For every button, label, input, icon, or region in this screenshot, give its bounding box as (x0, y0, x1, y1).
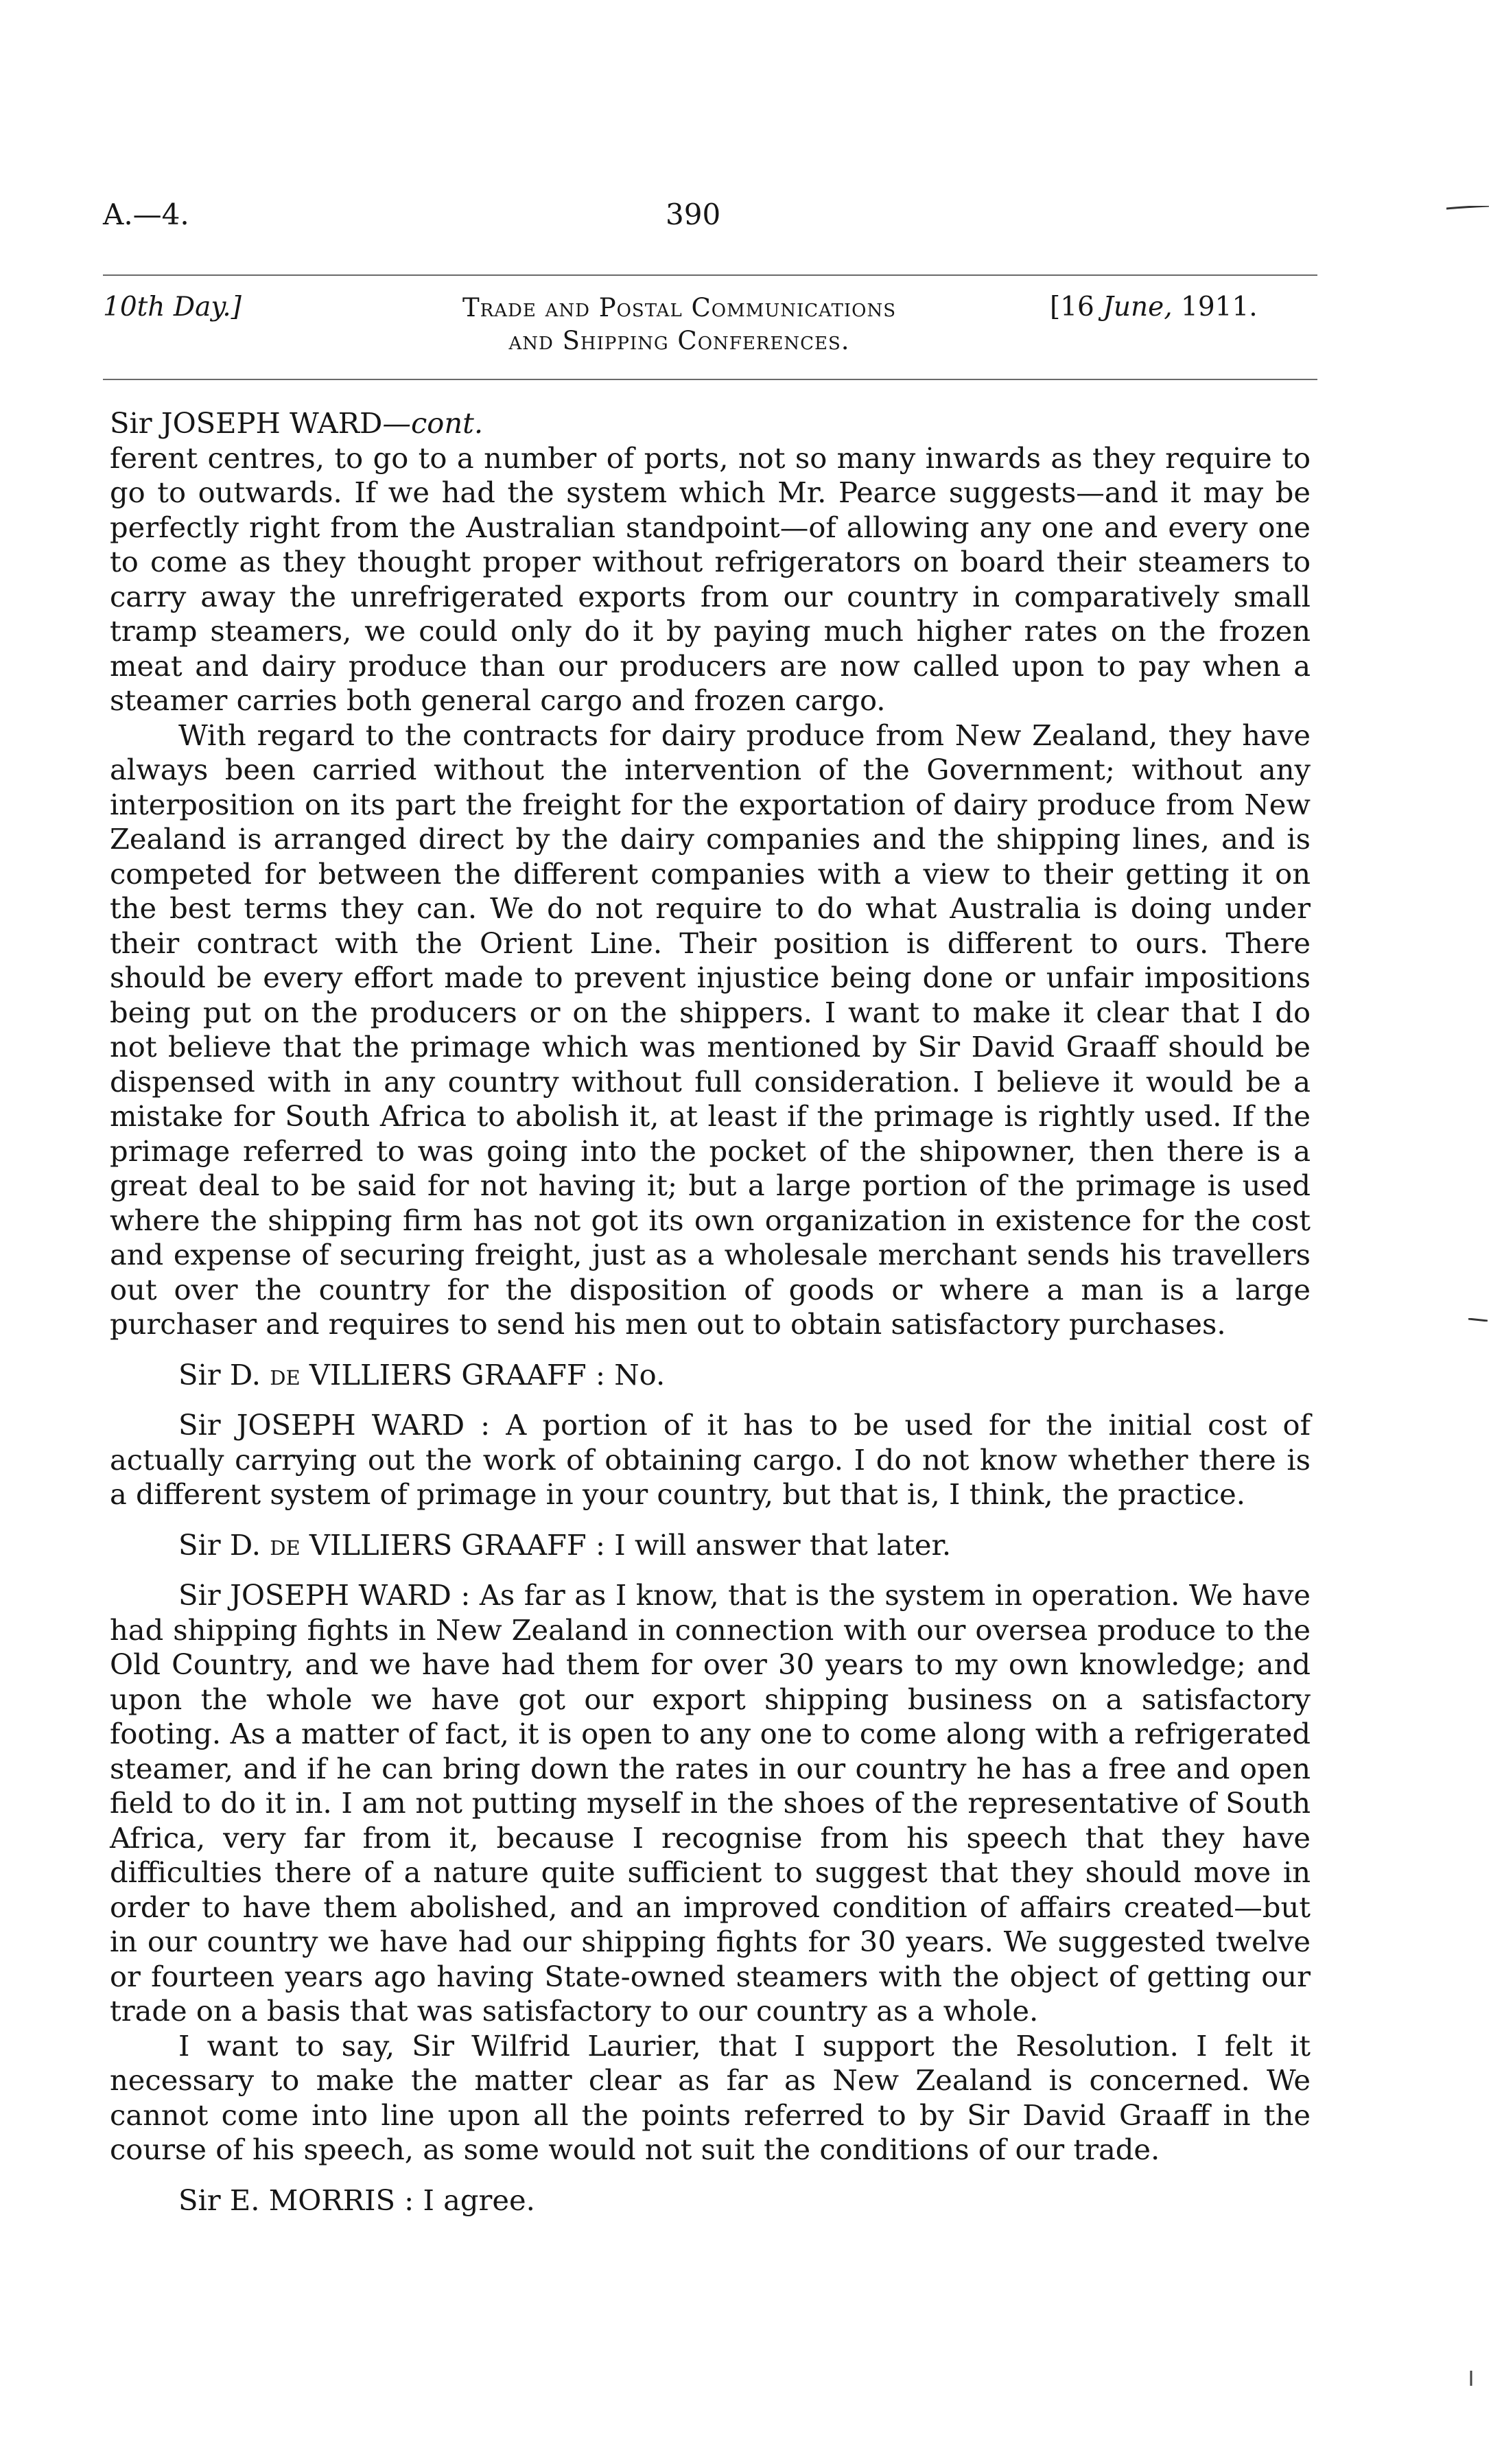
header-rule-top (103, 274, 1317, 276)
series-label: A.—4. (103, 198, 189, 231)
paragraph-3 (110, 1358, 1311, 1393)
paragraph-7: I want to say, Sir Wilfrid Laurier, that I support the Resolution. I felt it necessary to make the matter clear as far as New Zealand is concerned. We cannot come into line upon all the points referred to by Sir David Graaff in the course of his speech, as some would not suit the conditions of our trade. (110, 2028, 1311, 2166)
speech-text: No. (614, 1357, 666, 1392)
margin-mark-bottom-right (1468, 2371, 1474, 2386)
speech-text: I agree. (423, 2183, 535, 2217)
date-label (1050, 292, 1258, 322)
header-rule-bottom (103, 379, 1317, 380)
day-label (103, 292, 242, 322)
date-month: June, (1103, 292, 1173, 322)
paragraph-4 (110, 1408, 1311, 1512)
page-number: 390 (666, 198, 721, 231)
speaker-continued (110, 406, 1311, 441)
speaker-name: Sir D. de VILLIERS GRAAFF : (178, 1357, 605, 1392)
speaker-name: Sir JOSEPH WARD : (178, 1408, 491, 1442)
margin-mark-right (1468, 1318, 1488, 1322)
date-day: [16 (1050, 292, 1094, 322)
cont-marker: —cont. (382, 406, 484, 440)
speaker-name: Sir E. MORRIS : (178, 2183, 414, 2217)
speaker-name: Sir JOSEPH WARD : (178, 1578, 471, 1612)
speech-text: As far as I know, that is the system in operation. We have had shipping fights in New Zealand in connection with our oversea produce to the Old Country, and we have had them for over 30 years to my own knowledge; and upon the whole we have got our export shipping business on a satisfactory footing. As a matter of fact, it is open to any one to come along with a refrigerated steamer, and if he can bring down the rates in our country he has a free and open field to do it in. I am not putting myself in the shoes of the representative of South Africa, very far from it, because I recognise from his speech that they have difficulties there of a nature quite sufficient to suggest that they should move in order to have them abolished, and an improved condition of affairs created—but in our country we have had our shipping fights for 30 years. We suggested twelve or fourteen years ago having State-owned steamers with the object of getting our trade on a basis that was satisfactory to our country as a whole. (110, 1578, 1311, 2028)
paragraph-6 (110, 1578, 1311, 2029)
speaker-name: Sir JOSEPH WARD (110, 406, 383, 440)
speech-text: A portion of it has to be used for the initial cost of actually carrying out the work of obtaining cargo. I do not know whether there is a different system of primage in your country, but that is, I think, the practice. (110, 1408, 1311, 1511)
running-title-line-2: and Shipping Conferences. (508, 326, 850, 355)
speech-text: I will answer that later. (614, 1527, 952, 1562)
paragraph-5 (110, 1528, 1311, 1563)
paragraph-2: With regard to the contracts for dairy produce from New Zealand, they have always been carried without the intervention of the Government; without any interposition on its part the freight for the exportation of dairy produce from New Zealand is arranged direct by the dairy companies and the shipping lines, and is competed for between the different companies with a view to their getting it on the best terms they can. We do not require to do what Australia is doing under their contract with the Orient Line. Their position is different to ours. There should be every effort made to prevent injustice being done or unfair impositions being put on the producers or on the shippers. I want to make it clear that I do not believe that the primage which was mentioned by Sir David Graaff should be dispensed with in any country without full consideration. I believe it would be a mistake for South Africa to abolish it, at least if the primage is rightly used. If the primage referred to was going into the pocket of the shipowner, then there is a great deal to be said for not having it; but a large portion of the primage is used where the shipping firm has not got its own organization in existence for the cost and expense of securing freight, just as a wholesale merchant sends his travellers out over the country for the disposition of goods or where a man is a large purchaser and requires to send his men out to obtain satisfactory purchases. (110, 718, 1311, 1341)
body-text (110, 406, 1311, 2218)
paragraph-1: ferent centres, to go to a number of ports, not so many inwards as they require to go to outwards. If we had the system which Mr. Pearce suggests—and it may be perfectly right from the Australian standpoint—of allowing any one and every one to come as they thought proper without refrigerators on board their steamers to carry away the unrefrigerated exports from our country in comparatively small tramp steamers, we could only do it by paying much higher rates on the frozen meat and dairy produce than our producers are now called upon to pay when a steamer carries both general cargo and frozen cargo. (110, 441, 1311, 717)
running-title-line-1: Trade and Postal Communications (462, 293, 897, 322)
speaker-name: Sir D. de VILLIERS GRAAFF : (178, 1527, 605, 1562)
margin-mark-top-right (1446, 206, 1489, 210)
running-title (357, 292, 1002, 357)
date-year: 1911. (1181, 292, 1258, 322)
day-number: 10th (103, 292, 165, 322)
paragraph-8 (110, 2183, 1311, 2218)
day-word: Day.] (173, 292, 242, 322)
